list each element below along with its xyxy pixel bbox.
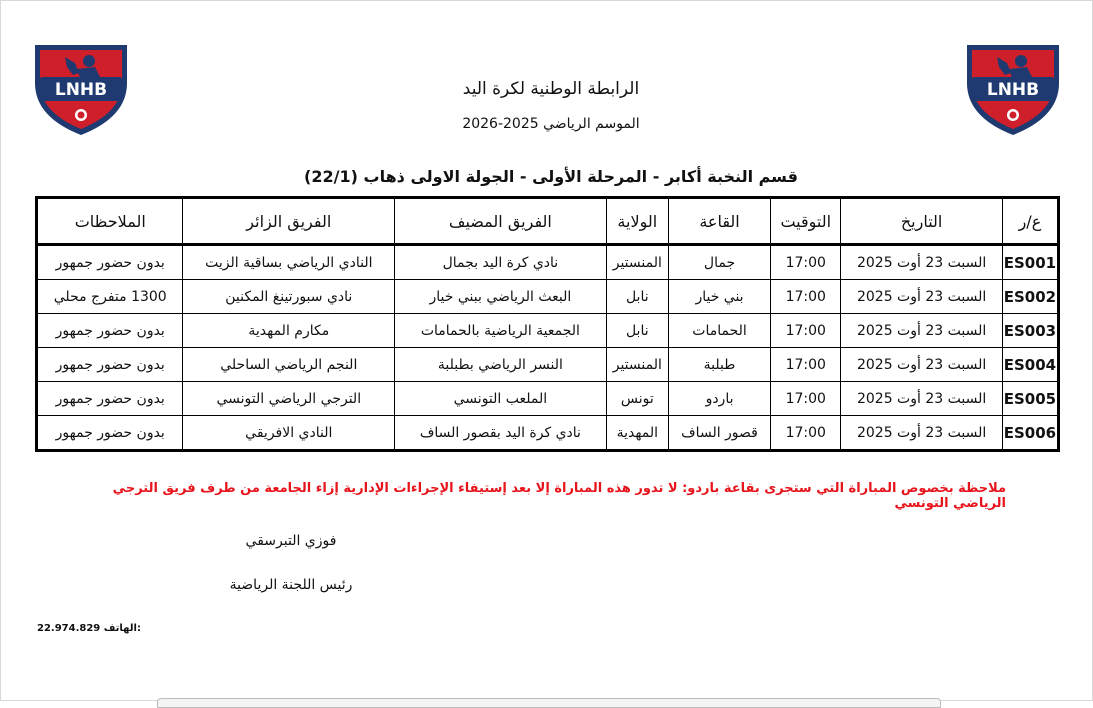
table-row	[37, 348, 1059, 382]
table-row	[37, 314, 1059, 348]
header-home-team: الفريق المضيف	[395, 198, 607, 245]
header-notes: الملاحظات	[37, 198, 183, 245]
table-row	[37, 382, 1059, 416]
phone-label: الهاتف:	[103, 623, 141, 634]
competition-title: قسم النخبة أكابر - المرحلة الأولى - الجولة الاولى ذهاب (22/1)	[304, 167, 798, 186]
home-team: الملعب التونسي	[395, 382, 607, 416]
match-state: المنستير	[606, 348, 668, 382]
table-row	[37, 245, 1059, 280]
schedule-table	[35, 196, 1060, 452]
phone-line	[37, 623, 141, 634]
logo-text: LNHB	[54, 80, 108, 100]
match-code: ES002	[1002, 280, 1058, 314]
match-date: السبت 23 أوت 2025	[841, 245, 1002, 280]
match-notes: بدون حضور جمهور	[37, 382, 183, 416]
match-date: السبت 23 أوت 2025	[841, 280, 1002, 314]
federation-title: الرابطة الوطنية لكرة اليد	[462, 79, 640, 99]
header-state: الولاية	[606, 198, 668, 245]
match-hall: الحمامات	[668, 314, 770, 348]
match-notes: بدون حضور جمهور	[37, 416, 183, 451]
match-date: السبت 23 أوت 2025	[841, 416, 1002, 451]
match-hall: طبلبة	[668, 348, 770, 382]
match-state: المنستير	[606, 245, 668, 280]
away-team: النادي الرياضي بساقية الزيت	[183, 245, 395, 280]
home-team: البعث الرياضي ببني خيار	[395, 280, 607, 314]
match-hall: جمال	[668, 245, 770, 280]
header-away-team: الفريق الزائر	[183, 198, 395, 245]
match-date: السبت 23 أوت 2025	[841, 314, 1002, 348]
header-hall: القاعة	[668, 198, 770, 245]
phone-number: 22.974.829	[37, 623, 101, 634]
match-notes: بدون حضور جمهور	[37, 314, 183, 348]
match-time: 17:00	[771, 382, 841, 416]
match-notes: بدون حضور جمهور	[37, 348, 183, 382]
away-team: نادي سبورتينغ المكنين	[183, 280, 395, 314]
match-notes: بدون حضور جمهور	[37, 245, 183, 280]
match-state: نابل	[606, 280, 668, 314]
table-row	[37, 280, 1059, 314]
away-team: الترجي الرياضي التونسي	[183, 382, 395, 416]
lnhb-logo-left	[29, 37, 133, 137]
header-code: ع/ر	[1002, 198, 1058, 245]
signatory-role: رئيس اللجنة الرياضية	[229, 577, 353, 593]
match-notes: 1300 متفرج محلي	[37, 280, 183, 314]
match-date: السبت 23 أوت 2025	[841, 348, 1002, 382]
bardo-match-note: ملاحظة بخصوص المباراة التي ستجرى بقاعة باردو: لا تدور هذه المباراة إلا بعد إستيفاء الإجراءات الإدارية إزاء الجامعة من طرف فريق الترجي الرياضي التونسي	[112, 481, 1006, 511]
header-date: التاريخ	[841, 198, 1002, 245]
match-hall: قصور الساف	[668, 416, 770, 451]
lnhb-logo-right	[961, 37, 1065, 137]
home-team: نادي كرة اليد بقصور الساف	[395, 416, 607, 451]
match-time: 17:00	[771, 280, 841, 314]
match-state: نابل	[606, 314, 668, 348]
match-time: 17:00	[771, 348, 841, 382]
season-title: الموسم الرياضي 2025-2026	[462, 116, 640, 132]
away-team: مكارم المهدية	[183, 314, 395, 348]
match-code: ES004	[1002, 348, 1058, 382]
table-row	[37, 416, 1059, 451]
match-state: تونس	[606, 382, 668, 416]
match-hall: باردو	[668, 382, 770, 416]
home-team: نادي كرة اليد بجمال	[395, 245, 607, 280]
match-time: 17:00	[771, 416, 841, 451]
home-team: النسر الرياضي بطبلبة	[395, 348, 607, 382]
match-hall: بني خيار	[668, 280, 770, 314]
match-time: 17:00	[771, 245, 841, 280]
match-code: ES003	[1002, 314, 1058, 348]
header-time: التوقيت	[771, 198, 841, 245]
match-date: السبت 23 أوت 2025	[841, 382, 1002, 416]
match-code: ES001	[1002, 245, 1058, 280]
table-header-row	[37, 198, 1059, 245]
match-time: 17:00	[771, 314, 841, 348]
away-team: النادي الافريقي	[183, 416, 395, 451]
match-code: ES006	[1002, 416, 1058, 451]
home-team: الجمعية الرياضية بالحمامات	[395, 314, 607, 348]
away-team: النجم الرياضي الساحلي	[183, 348, 395, 382]
signatory-name: فوزي التبرسقي	[245, 533, 337, 549]
match-code: ES005	[1002, 382, 1058, 416]
bottom-toolbar-edge	[157, 698, 941, 708]
match-state: المهدية	[606, 416, 668, 451]
logo-text: LNHB	[986, 80, 1040, 100]
